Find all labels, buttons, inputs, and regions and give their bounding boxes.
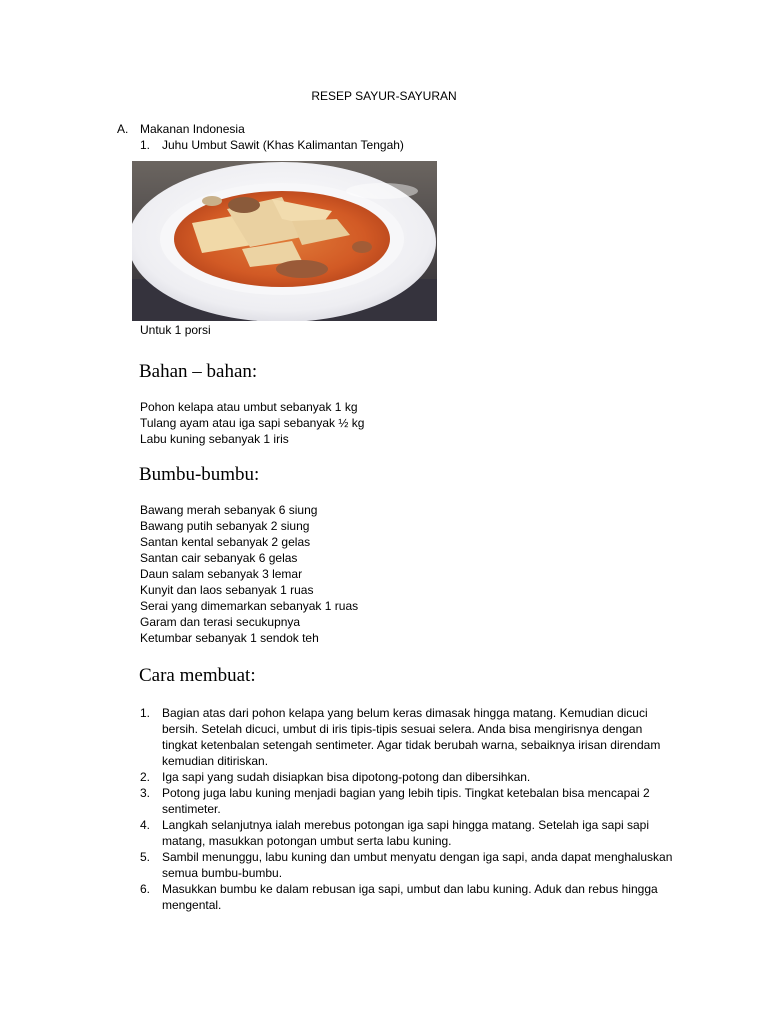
step-text: Sambil menunggu, labu kuning dan umbut menyatu dengan iga sapi, anda dapat menghaluskan semua bumbu-bumbu. bbox=[162, 850, 673, 880]
list-item: Tulang ayam atau iga sapi sebanyak ½ kg bbox=[140, 416, 365, 430]
step-item bbox=[140, 849, 680, 881]
step-text: Iga sapi yang sudah disiapkan bisa dipotong-potong dan dibersihkan. bbox=[162, 770, 531, 784]
spices-heading: Bumbu-bumbu: bbox=[139, 464, 260, 485]
step-text: Langkah selanjutnya ialah merebus potongan iga sapi hingga matang. Setelah iga sapi sapi matang, masukkan potongan umbut serta labu kuning. bbox=[162, 818, 650, 848]
step-number: 6. bbox=[140, 882, 151, 896]
method-heading: Cara membuat: bbox=[139, 665, 256, 686]
portion-text: Untuk 1 porsi bbox=[140, 323, 211, 337]
step-item bbox=[140, 785, 680, 817]
step-item bbox=[140, 705, 680, 769]
list-item: Bawang putih sebanyak 2 siung bbox=[140, 519, 310, 533]
step-text: Masukkan bumbu ke dalam rebusan iga sapi, umbut dan labu kuning. Aduk dan rebus hingga mengental. bbox=[162, 882, 658, 912]
step-item bbox=[140, 881, 680, 913]
step-number: 2. bbox=[140, 770, 151, 784]
step-number: 1. bbox=[140, 706, 151, 720]
step-text: Bagian atas dari pohon kelapa yang belum keras dimasak hingga matang. Kemudian dicuci bersih. Setelah dicuci, umbut di iris tipis-tipis sesuai selera. Anda bisa mengirisnya dengan tingkat ketenbalan setengah sentimeter. Agar tidak berubah warna, sebaiknya irisan direndam kemudian ditiriskan. bbox=[162, 706, 661, 768]
list-item: Garam dan terasi secukupnya bbox=[140, 615, 301, 629]
subsection-label: Juhu Umbut Sawit (Khas Kalimantan Tengah) bbox=[162, 138, 404, 152]
step-number: 3. bbox=[140, 786, 151, 800]
list-item: Santan cair sebanyak 6 gelas bbox=[140, 551, 298, 565]
spices-list bbox=[140, 502, 358, 646]
section-letter: A. bbox=[117, 122, 129, 136]
list-item: Santan kental sebanyak 2 gelas bbox=[140, 535, 311, 549]
ingredients-heading: Bahan – bahan: bbox=[139, 361, 258, 382]
list-item: Ketumbar sebanyak 1 sendok teh bbox=[140, 631, 319, 645]
ingredients-list bbox=[140, 399, 364, 447]
list-item: Daun salam sebanyak 3 lemar bbox=[140, 567, 303, 581]
page-title: RESEP SAYUR-SAYURAN bbox=[311, 89, 457, 103]
list-item: Pohon kelapa atau umbut sebanyak 1 kg bbox=[140, 400, 358, 414]
list-item: Bawang merah sebanyak 6 siung bbox=[140, 503, 318, 517]
section-label: Makanan Indonesia bbox=[140, 122, 245, 136]
step-number: 5. bbox=[140, 850, 151, 864]
method-steps bbox=[140, 705, 680, 913]
step-text: Potong juga labu kuning menjadi bagian yang lebih tipis. Tingkat ketebalan bisa mencapai 2 sentimeter. bbox=[162, 786, 650, 816]
list-item: Serai yang dimemarkan sebanyak 1 ruas bbox=[140, 599, 359, 613]
subsection-number: 1. bbox=[140, 138, 151, 152]
step-item bbox=[140, 769, 680, 785]
step-number: 4. bbox=[140, 818, 151, 832]
step-item bbox=[140, 817, 680, 849]
list-item: Labu kuning sebanyak 1 iris bbox=[140, 432, 289, 446]
food-photo bbox=[132, 161, 437, 321]
list-item: Kunyit dan laos sebanyak 1 ruas bbox=[140, 583, 314, 597]
